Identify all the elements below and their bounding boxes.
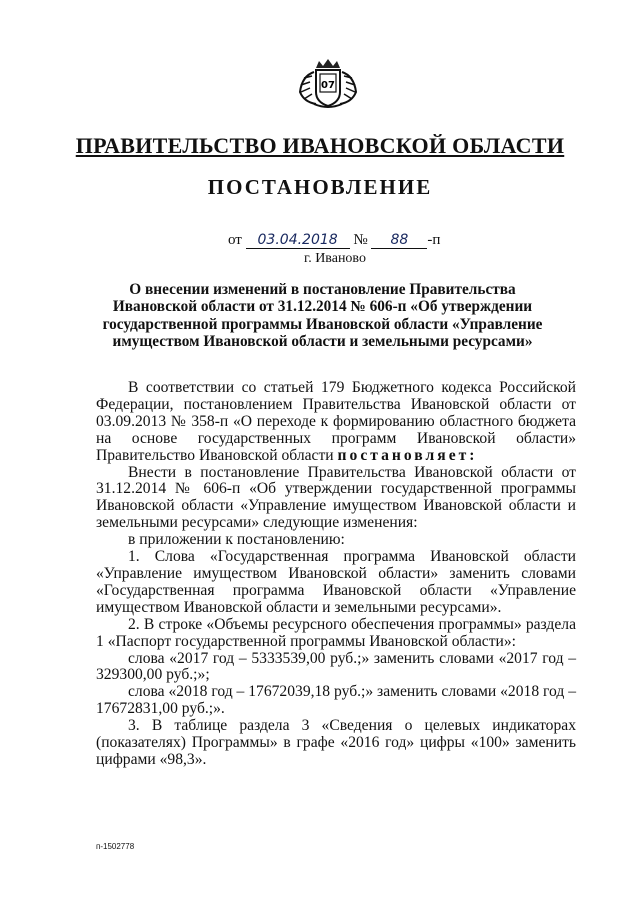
paragraph-item-2: 2. В строке «Объемы ресурсного обеспечения программы» раздела 1 «Паспорт государственной программы Ивановской области»: xyxy=(96,615,576,650)
paragraph-appendix: в приложении к постановлению: xyxy=(128,531,345,549)
paragraph-item-3: 3. В таблице раздела 3 «Сведения о целевых индикаторах (показателях) Программы» в графе «2016 год» цифры «100» заменить цифрами «98,3». xyxy=(96,717,576,768)
paragraph-preamble xyxy=(96,380,576,465)
svg-text:07: 07 xyxy=(321,80,335,91)
government-title: ПРАВИТЕЛЬСТВО ИВАНОВСКОЙ ОБЛАСТИ xyxy=(75,133,565,158)
coat-of-arms-icon xyxy=(292,58,364,110)
paragraph-item-1: 1. Слова «Государственная программа Ивановской области «Управление имуществом Ивановской области» заменить словами «Государственная программа Ивановской области «Управление имуществом Ивановской области и земельными ресурсами». xyxy=(96,548,576,616)
document-subject: О внесении изменений в постановление Правительства Ивановской области от 31.12.2014 № 606-п «Об утверждении государственной программы Ивановской области «Управление имуществом Ивановской области и земельными ресурсами» xyxy=(102,281,543,351)
number-suffix: -п xyxy=(427,232,441,248)
document-type: ПОСТАНОВЛЕНИЕ xyxy=(207,175,433,199)
paragraph-2018: слова «2018 год – 17672039,18 руб.;» заменить словами «2018 год – 17672831,00 руб.;». xyxy=(96,683,576,718)
number-label: № xyxy=(353,232,368,248)
document-number: 88 xyxy=(371,232,427,249)
footer-code: п-1502778 xyxy=(96,842,135,851)
paragraph-intro: Внести в постановление Правительства Ивановской области от 31.12.2014 № 606-п «Об утверждении государственной программы Ивановской области «Управление имуществом Ивановской области и земельными ресурсами» следующие изменения: xyxy=(96,463,576,532)
preamble-verb: постановляет: xyxy=(337,446,478,464)
city: г. Иваново xyxy=(304,251,366,266)
document-body xyxy=(96,380,576,769)
preamble-text: В соответствии со статьей 179 Бюджетного кодекса Российской Федерации, постановлением Правительства Ивановской области от 03.09.2013 № 358-п «О переходе к формированию областного бюджета на основе государственных программ Ивановской области» Правительство Ивановской области xyxy=(96,379,576,464)
date-prefix: от xyxy=(228,232,242,248)
date-number-line xyxy=(228,232,440,249)
document-date: 03.04.2018 xyxy=(246,232,350,249)
paragraph-2017: слова «2017 год – 5333539,00 руб.;» заменить словами «2017 год – 329300,00 руб.;»; xyxy=(96,649,576,684)
